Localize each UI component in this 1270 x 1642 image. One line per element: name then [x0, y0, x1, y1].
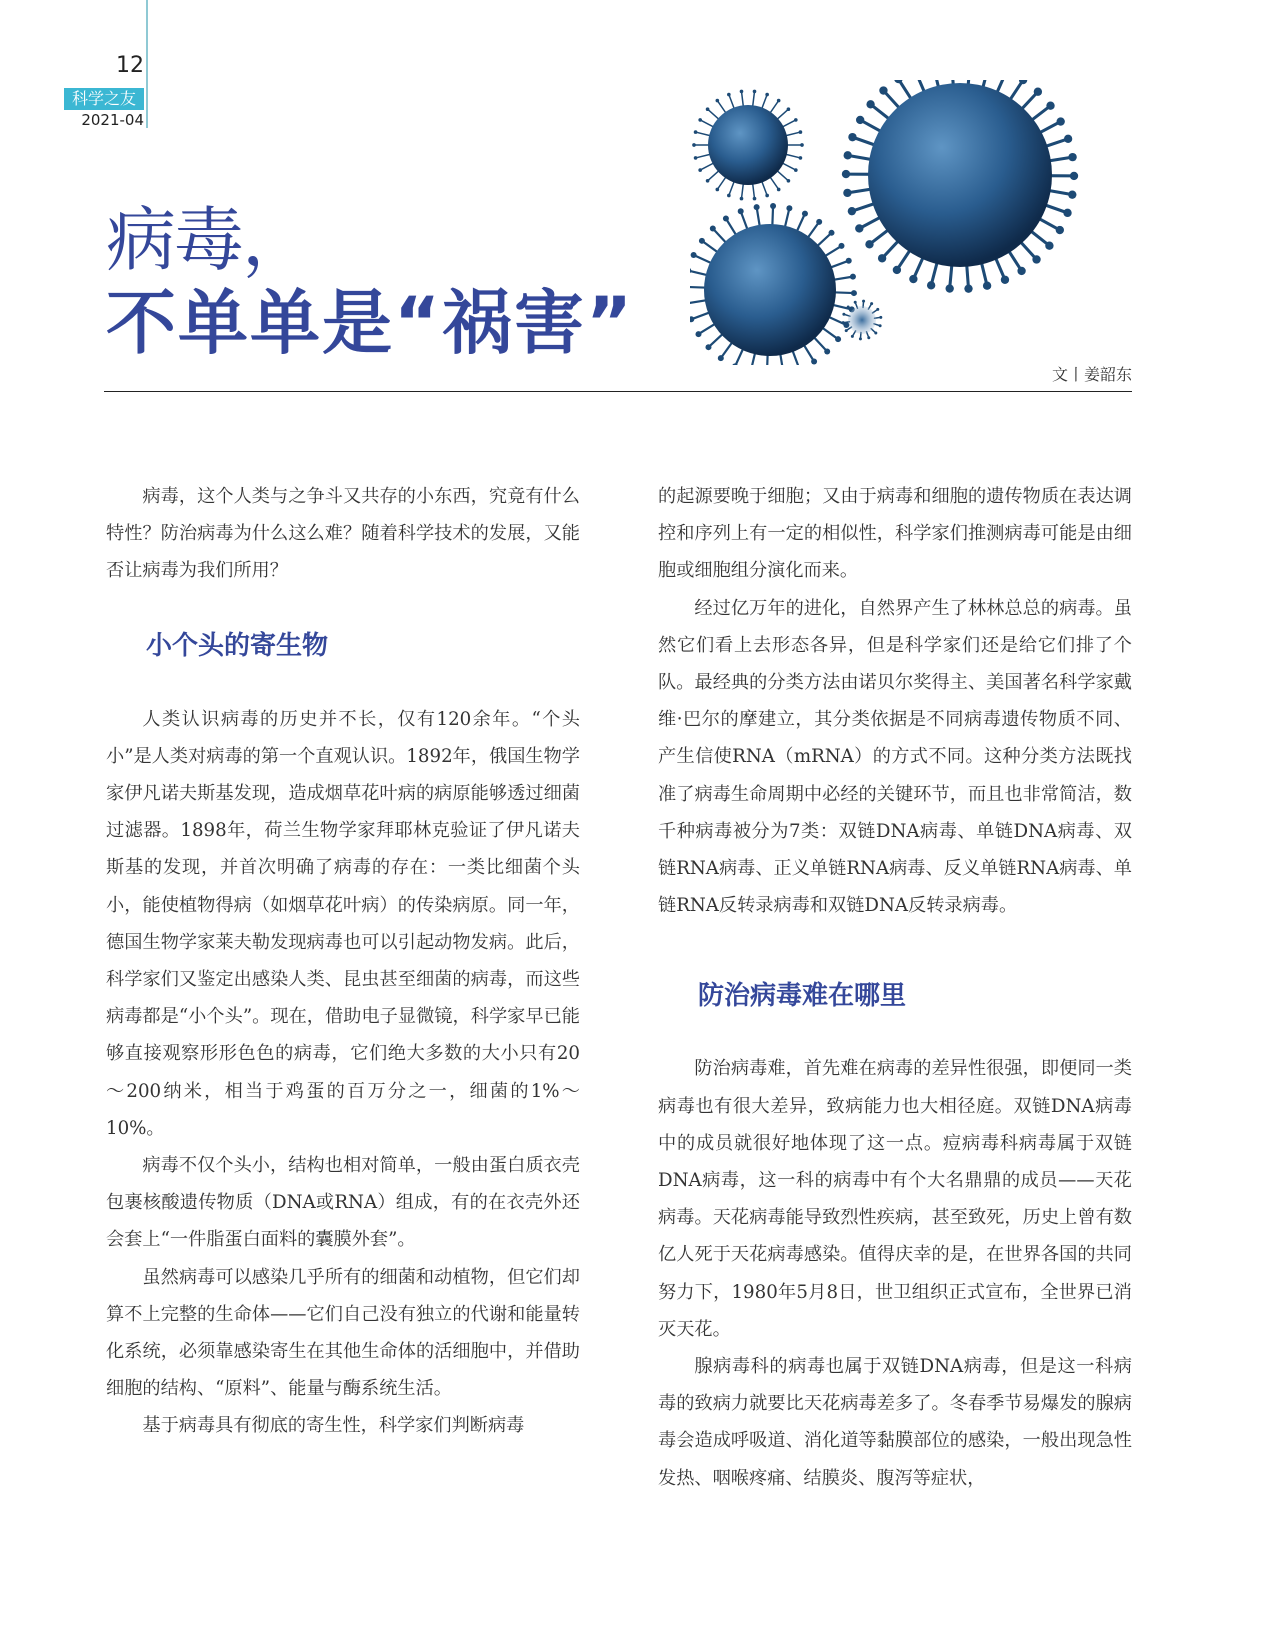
- virus-illustration-icon: [690, 80, 1090, 365]
- virus-spike-tip: [893, 266, 901, 274]
- virus-spike-tip: [844, 151, 852, 159]
- virus-spike-tip: [842, 313, 845, 316]
- virus-spike-tip: [878, 254, 886, 262]
- virus-particle: [690, 203, 857, 365]
- virus-spike-tip: [1001, 276, 1009, 284]
- header-divider: [104, 391, 1132, 392]
- virus-spike-tip: [964, 284, 972, 292]
- virus-body: [848, 306, 876, 334]
- page-number: 12: [116, 53, 144, 78]
- virus-spike-tip: [777, 99, 781, 103]
- virus-spike-tip: [879, 86, 887, 94]
- virus-spike-tip: [854, 301, 857, 304]
- intro-paragraph: 病毒，这个人类与之争斗又共存的小东西，究竟有什么特性？防治病毒为什么这么难？随着科学技术的发展，又能否让病毒为我们所用？: [106, 486, 580, 582]
- virus-spike-tip: [706, 179, 710, 183]
- issue-date: 2021-04: [81, 111, 144, 129]
- virus-spike-tip: [691, 252, 697, 258]
- body-paragraph: 基于病毒具有彻底的寄生性，科学家们判断病毒: [142, 1415, 525, 1437]
- body-paragraph: 虽然病毒可以感染几乎所有的细菌和动植物，但它们却算不上完整的生命体——它们自己没有独立的代谢和能量转化系统，必须靠感染寄生在其他生命体的活细胞中，并借助细胞的结构、“原料”、能量与酶系统生活。: [106, 1266, 580, 1400]
- virus-spike-tip: [710, 225, 716, 231]
- virus-particles: [690, 80, 1078, 365]
- virus-spike-tip: [799, 156, 803, 160]
- virus-spike-tip: [727, 194, 731, 198]
- virus-spike-tip: [740, 90, 744, 94]
- virus-spike-tip: [738, 208, 744, 214]
- virus-spike-tip: [1068, 190, 1076, 198]
- virus-spike-tip: [705, 344, 711, 350]
- virus-spike-tip: [848, 133, 856, 141]
- virus-spike-tip: [946, 284, 954, 292]
- body-paragraph: 病毒不仅个头小，结构也相对简单，一般由蛋白质衣壳包裹核酸遗传物质（DNA或RNA）组成，有的在衣壳外还会套上“一件脂蛋白面料的囊膜外套”。: [106, 1155, 580, 1251]
- virus-spike-tip: [1063, 209, 1071, 217]
- virus-spike-tip: [851, 335, 854, 338]
- body-paragraph: 腺病毒科的病毒也属于双链DNA病毒，但是这一科病毒的致病力就要比天花病毒差多了。冬春季节易爆发的腺病毒会造成呼吸道、消化道等黏膜部位的感染，一般出现急性发热、咽喉疼痛、结膜炎、腹泻等症状，: [658, 1356, 1132, 1489]
- virus-spike-tip: [824, 349, 830, 355]
- virus-spike-tip: [692, 143, 696, 147]
- virus-spike-tip: [816, 219, 822, 225]
- virus-spike-tip: [786, 205, 792, 211]
- virus-spike-tip: [909, 275, 917, 283]
- body-paragraph: 人类认识病毒的历史并不长，仅有120余年。“个头小”是人类对病毒的第一个直观认识。1892年，俄国生物学家伊凡诺夫斯基发现，造成烟草花叶病的病原能够透过细菌过滤器。1898年，荷兰生物学家拜耶林克验证了伊凡诺夫斯基的发现，并首次明确了病毒的存在：一类比细菌个头小，能使植物得病（如烟草花叶病）的传染病原。同一年，德国生物学家莱夫勒发现病毒也可以引起动物发病。此后，科学家们又鉴定出感染人类、昆虫甚至细菌的病毒，而这些病毒都是“小个头”。现在，借助电子显微镜，科学家早已能够直接观察形形色色的病毒，它们绝大多数的大小只有20～200纳米，相当于鸡蛋的百万分之一，细菌的1%～10%。: [106, 708, 580, 1139]
- section-heading-parasite: 小个头的寄生物: [146, 630, 329, 661]
- header-vertical-rule: [146, 0, 148, 128]
- body-paragraph-continued: 的起源要晚于细胞；又由于病毒和细胞的遗传物质在表达调控和序列上有一定的相似性，科学家们推测病毒可能是由细胞或细胞组分演化而来。: [658, 486, 1132, 582]
- virus-spike-tip: [856, 116, 864, 124]
- virus-body: [704, 224, 836, 356]
- virus-spike-tip: [695, 331, 701, 337]
- virus-spike-tip: [794, 168, 798, 172]
- virus-spike-tip: [848, 207, 856, 215]
- virus-spike-tip: [765, 194, 769, 198]
- virus-spike-tip: [839, 243, 845, 249]
- virus-spike-tip: [787, 107, 791, 111]
- virus-spike-tip: [879, 316, 882, 319]
- virus-spike-tip: [1034, 88, 1042, 96]
- byline: 文丨姜韶东: [1051, 365, 1132, 384]
- virus-spike-tip: [694, 156, 698, 160]
- virus-spike-tip: [859, 337, 862, 340]
- virus-spike-tip: [811, 359, 817, 365]
- virus-spike-tip: [1064, 135, 1072, 143]
- virus-spike-tip: [847, 305, 850, 308]
- virus-spike-tip: [800, 143, 804, 147]
- virus-spike-tip: [1068, 153, 1076, 161]
- virus-spike-tip: [870, 302, 873, 305]
- virus-spike-tip: [850, 274, 856, 280]
- virus-spike-tip: [1017, 267, 1025, 275]
- article-title-line2: 不单单是“祸害”: [106, 282, 635, 364]
- virus-particle: [842, 300, 883, 341]
- virus-spike-tip: [842, 170, 850, 178]
- virus-spike-tip: [845, 329, 848, 332]
- virus-spike-tip: [1070, 172, 1078, 180]
- virus-spike-tip: [716, 188, 720, 192]
- virus-spike-tip: [867, 336, 870, 339]
- virus-spike-tip: [765, 93, 769, 97]
- virus-spike-tip: [842, 321, 845, 324]
- virus-spike-tip: [754, 204, 760, 210]
- virus-spike-tip: [866, 100, 874, 108]
- virus-spike-tip: [927, 281, 935, 289]
- virus-spike-tip: [777, 188, 781, 192]
- virus-spike-tip: [1057, 117, 1065, 125]
- virus-spike-tip: [753, 197, 757, 201]
- virus-spike-tip: [1045, 242, 1053, 250]
- virus-spike-tip: [723, 215, 729, 221]
- virus-particle: [842, 80, 1078, 293]
- body-paragraph: 经过亿万年的进化，自然界产生了林林总总的病毒。虽然它们看上去形态各异，但是科学家们还是给它们排了个队。最经典的分类方法由诺贝尔奖得主、美国著名科学家戴维·巴尔的摩建立，其分类依据是不同病毒遗传物质不同、产生信使RNA（mRNA）的方式不同。这种分类方法既找准了病毒生命周期中必经的关键环节，而且也非常简洁，数千种病毒被分为7类：双链DNA病毒、单链DNA病毒、双链RNA病毒、正义单链RNA病毒、反义单链RNA病毒、单链RNA反转录病毒和双链DNA反转录病毒。: [658, 597, 1132, 917]
- section-heading-prevention: 防治病毒难在哪里: [698, 981, 907, 1012]
- virus-spike-tip: [753, 90, 757, 94]
- virus-spike-tip: [690, 316, 694, 322]
- virus-spike-tip: [794, 118, 798, 122]
- virus-spike-tip: [699, 238, 705, 244]
- left-column: [106, 478, 580, 1445]
- virus-spike-tip: [1056, 226, 1064, 234]
- virus-spike-tip: [829, 230, 835, 236]
- virus-spike-tip: [1032, 255, 1040, 263]
- virus-spike-tip: [862, 300, 865, 303]
- virus-spike-tip: [876, 308, 879, 311]
- virus-spike-tip: [716, 99, 720, 103]
- virus-spike-tip: [740, 197, 744, 201]
- virus-spike-tip: [874, 332, 877, 335]
- right-column: [658, 478, 1132, 1497]
- virus-spike-tip: [698, 168, 702, 172]
- virus-spike-tip: [799, 130, 803, 134]
- virus-spike-tip: [698, 118, 702, 122]
- virus-spike-tip: [690, 268, 691, 274]
- virus-spike-tip: [718, 355, 724, 361]
- virus-body: [868, 83, 1052, 267]
- magazine-name-badge: 科学之友: [64, 88, 144, 110]
- virus-spike-tip: [846, 258, 852, 264]
- virus-spike-tip: [787, 179, 791, 183]
- virus-body: [708, 105, 788, 185]
- body-paragraph: 防治病毒难，首先难在病毒的差异性很强，即便同一类病毒也有很大差异，致病能力也大相径庭。双链DNA病毒中的成员就很好地体现了这一点。痘病毒科病毒属于双链DNA病毒，这一科的病毒中有个大名鼎鼎的成员——天花病毒。天花病毒能导致烈性疾病，甚至致死，历史上曾有数亿人死于天花病毒感染。值得庆幸的是，在世界各国的共同努力下，1980年5月8日，世卫组织正式宣布，全世界已消灭天花。: [658, 1058, 1132, 1340]
- virus-spike-tip: [770, 203, 776, 209]
- virus-spike-tip: [835, 336, 841, 342]
- virus-spike-tip: [851, 290, 857, 296]
- virus-spike-tip: [843, 189, 851, 197]
- virus-spike-tip: [855, 224, 863, 232]
- virus-spike-tip: [879, 324, 882, 327]
- article-title-line1: 病毒，: [106, 199, 310, 281]
- virus-particle: [692, 90, 804, 201]
- virus-spike-tip: [865, 240, 873, 248]
- virus-spike-tip: [802, 211, 808, 217]
- virus-spike-tip: [983, 282, 991, 290]
- virus-spike-tip: [706, 107, 710, 111]
- virus-spike-tip: [727, 93, 731, 97]
- virus-spike-tip: [694, 130, 698, 134]
- virus-spike-tip: [1046, 102, 1054, 110]
